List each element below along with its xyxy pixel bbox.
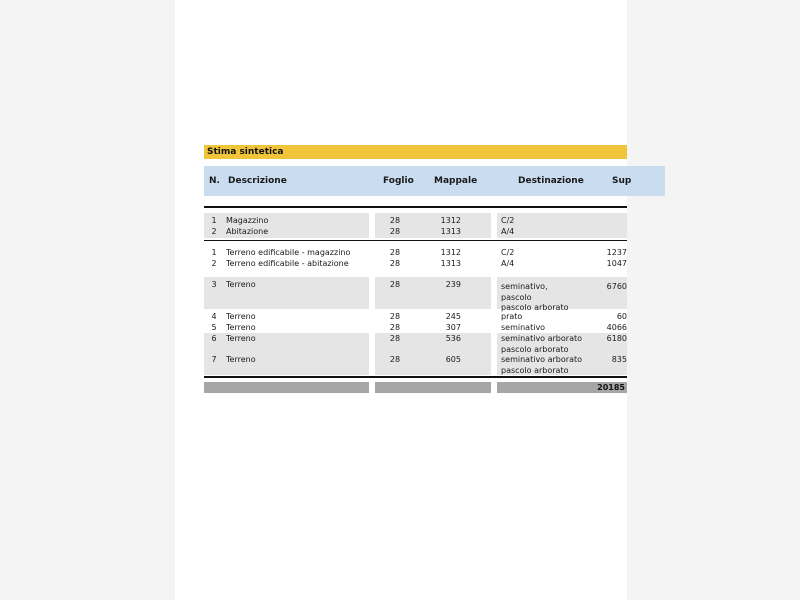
header-n: N. xyxy=(209,176,220,186)
table-cell-superficie: 1047 xyxy=(606,259,627,268)
group1-shade-right xyxy=(497,213,627,238)
table-cell-destinazione: seminativo arborato xyxy=(501,334,582,343)
header-mappale: Mappale xyxy=(434,176,478,186)
table-cell-destinazione: seminativo xyxy=(501,323,546,332)
table-cell-descrizione: Magazzino xyxy=(226,216,269,225)
table-cell-n: 1 xyxy=(211,216,217,225)
table-cell-destinazione: prato xyxy=(501,312,523,321)
table-cell-descrizione: Terreno xyxy=(226,312,256,321)
table-cell-mappale: 536 xyxy=(445,334,461,343)
table-cell-foglio: 28 xyxy=(389,323,401,332)
divider-middle xyxy=(204,240,627,241)
table-cell-foglio: 28 xyxy=(389,334,401,343)
header-descrizione: Descrizione xyxy=(228,176,287,186)
table-cell-superficie: 60 xyxy=(616,312,627,321)
table-cell-foglio: 28 xyxy=(389,227,401,236)
table-cell-destinazione: C/2 xyxy=(501,248,515,257)
table-cell-mappale: 605 xyxy=(445,355,461,364)
table-cell-superficie: 1237 xyxy=(606,248,627,257)
table-cell-mappale: 307 xyxy=(445,323,461,332)
table-cell-mappale: 1312 xyxy=(440,216,461,225)
table-cell-destinazione: pascolo arborato xyxy=(501,366,569,375)
table-cell-mappale: 239 xyxy=(445,280,461,289)
table-cell-descrizione: Terreno xyxy=(226,334,256,343)
table-cell-destinazione: seminativo, xyxy=(501,282,548,291)
table-cell-mappale: 1313 xyxy=(440,259,461,268)
divider-top xyxy=(204,206,627,208)
table-cell-foglio: 28 xyxy=(389,216,401,225)
table-cell-descrizione: Terreno edificabile - abitazione xyxy=(226,259,349,268)
table-cell-n: 2 xyxy=(211,259,217,268)
table-cell-mappale: 1313 xyxy=(440,227,461,236)
total-bar-left xyxy=(204,382,369,393)
table-cell-mappale: 1312 xyxy=(440,248,461,257)
table-cell-destinazione: C/2 xyxy=(501,216,515,225)
table-cell-destinazione: pascolo arborato xyxy=(501,345,569,354)
table-cell-descrizione: Terreno xyxy=(226,355,256,364)
header-destinazione: Destinazione xyxy=(518,176,584,186)
table-cell-destinazione: A/4 xyxy=(501,227,515,236)
table-cell-foglio: 28 xyxy=(389,259,401,268)
table-cell-superficie: 6180 xyxy=(606,334,627,343)
document-page xyxy=(175,0,632,600)
table-cell-superficie: 4066 xyxy=(606,323,627,332)
section-title: Stima sintetica xyxy=(207,147,284,157)
table-cell-foglio: 28 xyxy=(389,355,401,364)
table-cell-descrizione: Abitazione xyxy=(226,227,269,236)
header-superficie: Sup xyxy=(612,176,632,186)
table-cell-foglio: 28 xyxy=(389,312,401,321)
total-superficie: 20185 xyxy=(597,383,625,392)
total-bar-middle xyxy=(375,382,491,393)
divider-bottom xyxy=(204,376,627,378)
table-cell-destinazione: A/4 xyxy=(501,259,515,268)
table-cell-descrizione: Terreno edificabile - magazzino xyxy=(226,248,351,257)
table-cell-superficie: 6760 xyxy=(606,282,627,291)
table-cell-n: 6 xyxy=(211,334,217,343)
table-cell-descrizione: Terreno xyxy=(226,280,256,289)
table-cell-destinazione: seminativo arborato xyxy=(501,355,582,364)
table-cell-n: 2 xyxy=(211,227,217,236)
table-cell-destinazione: pascolo arborato xyxy=(501,303,569,312)
table-cell-n: 5 xyxy=(211,323,217,332)
table-cell-mappale: 245 xyxy=(445,312,461,321)
table-cell-superficie: 835 xyxy=(611,355,627,364)
table-cell-destinazione: pascolo xyxy=(501,293,532,302)
table-cell-n: 7 xyxy=(211,355,217,364)
table-cell-foglio: 28 xyxy=(389,280,401,289)
table-cell-n: 4 xyxy=(211,312,217,321)
table-cell-descrizione: Terreno xyxy=(226,323,256,332)
table-cell-n: 3 xyxy=(211,280,217,289)
table-cell-foglio: 28 xyxy=(389,248,401,257)
table-cell-n: 1 xyxy=(211,248,217,257)
header-foglio: Foglio xyxy=(383,176,414,186)
